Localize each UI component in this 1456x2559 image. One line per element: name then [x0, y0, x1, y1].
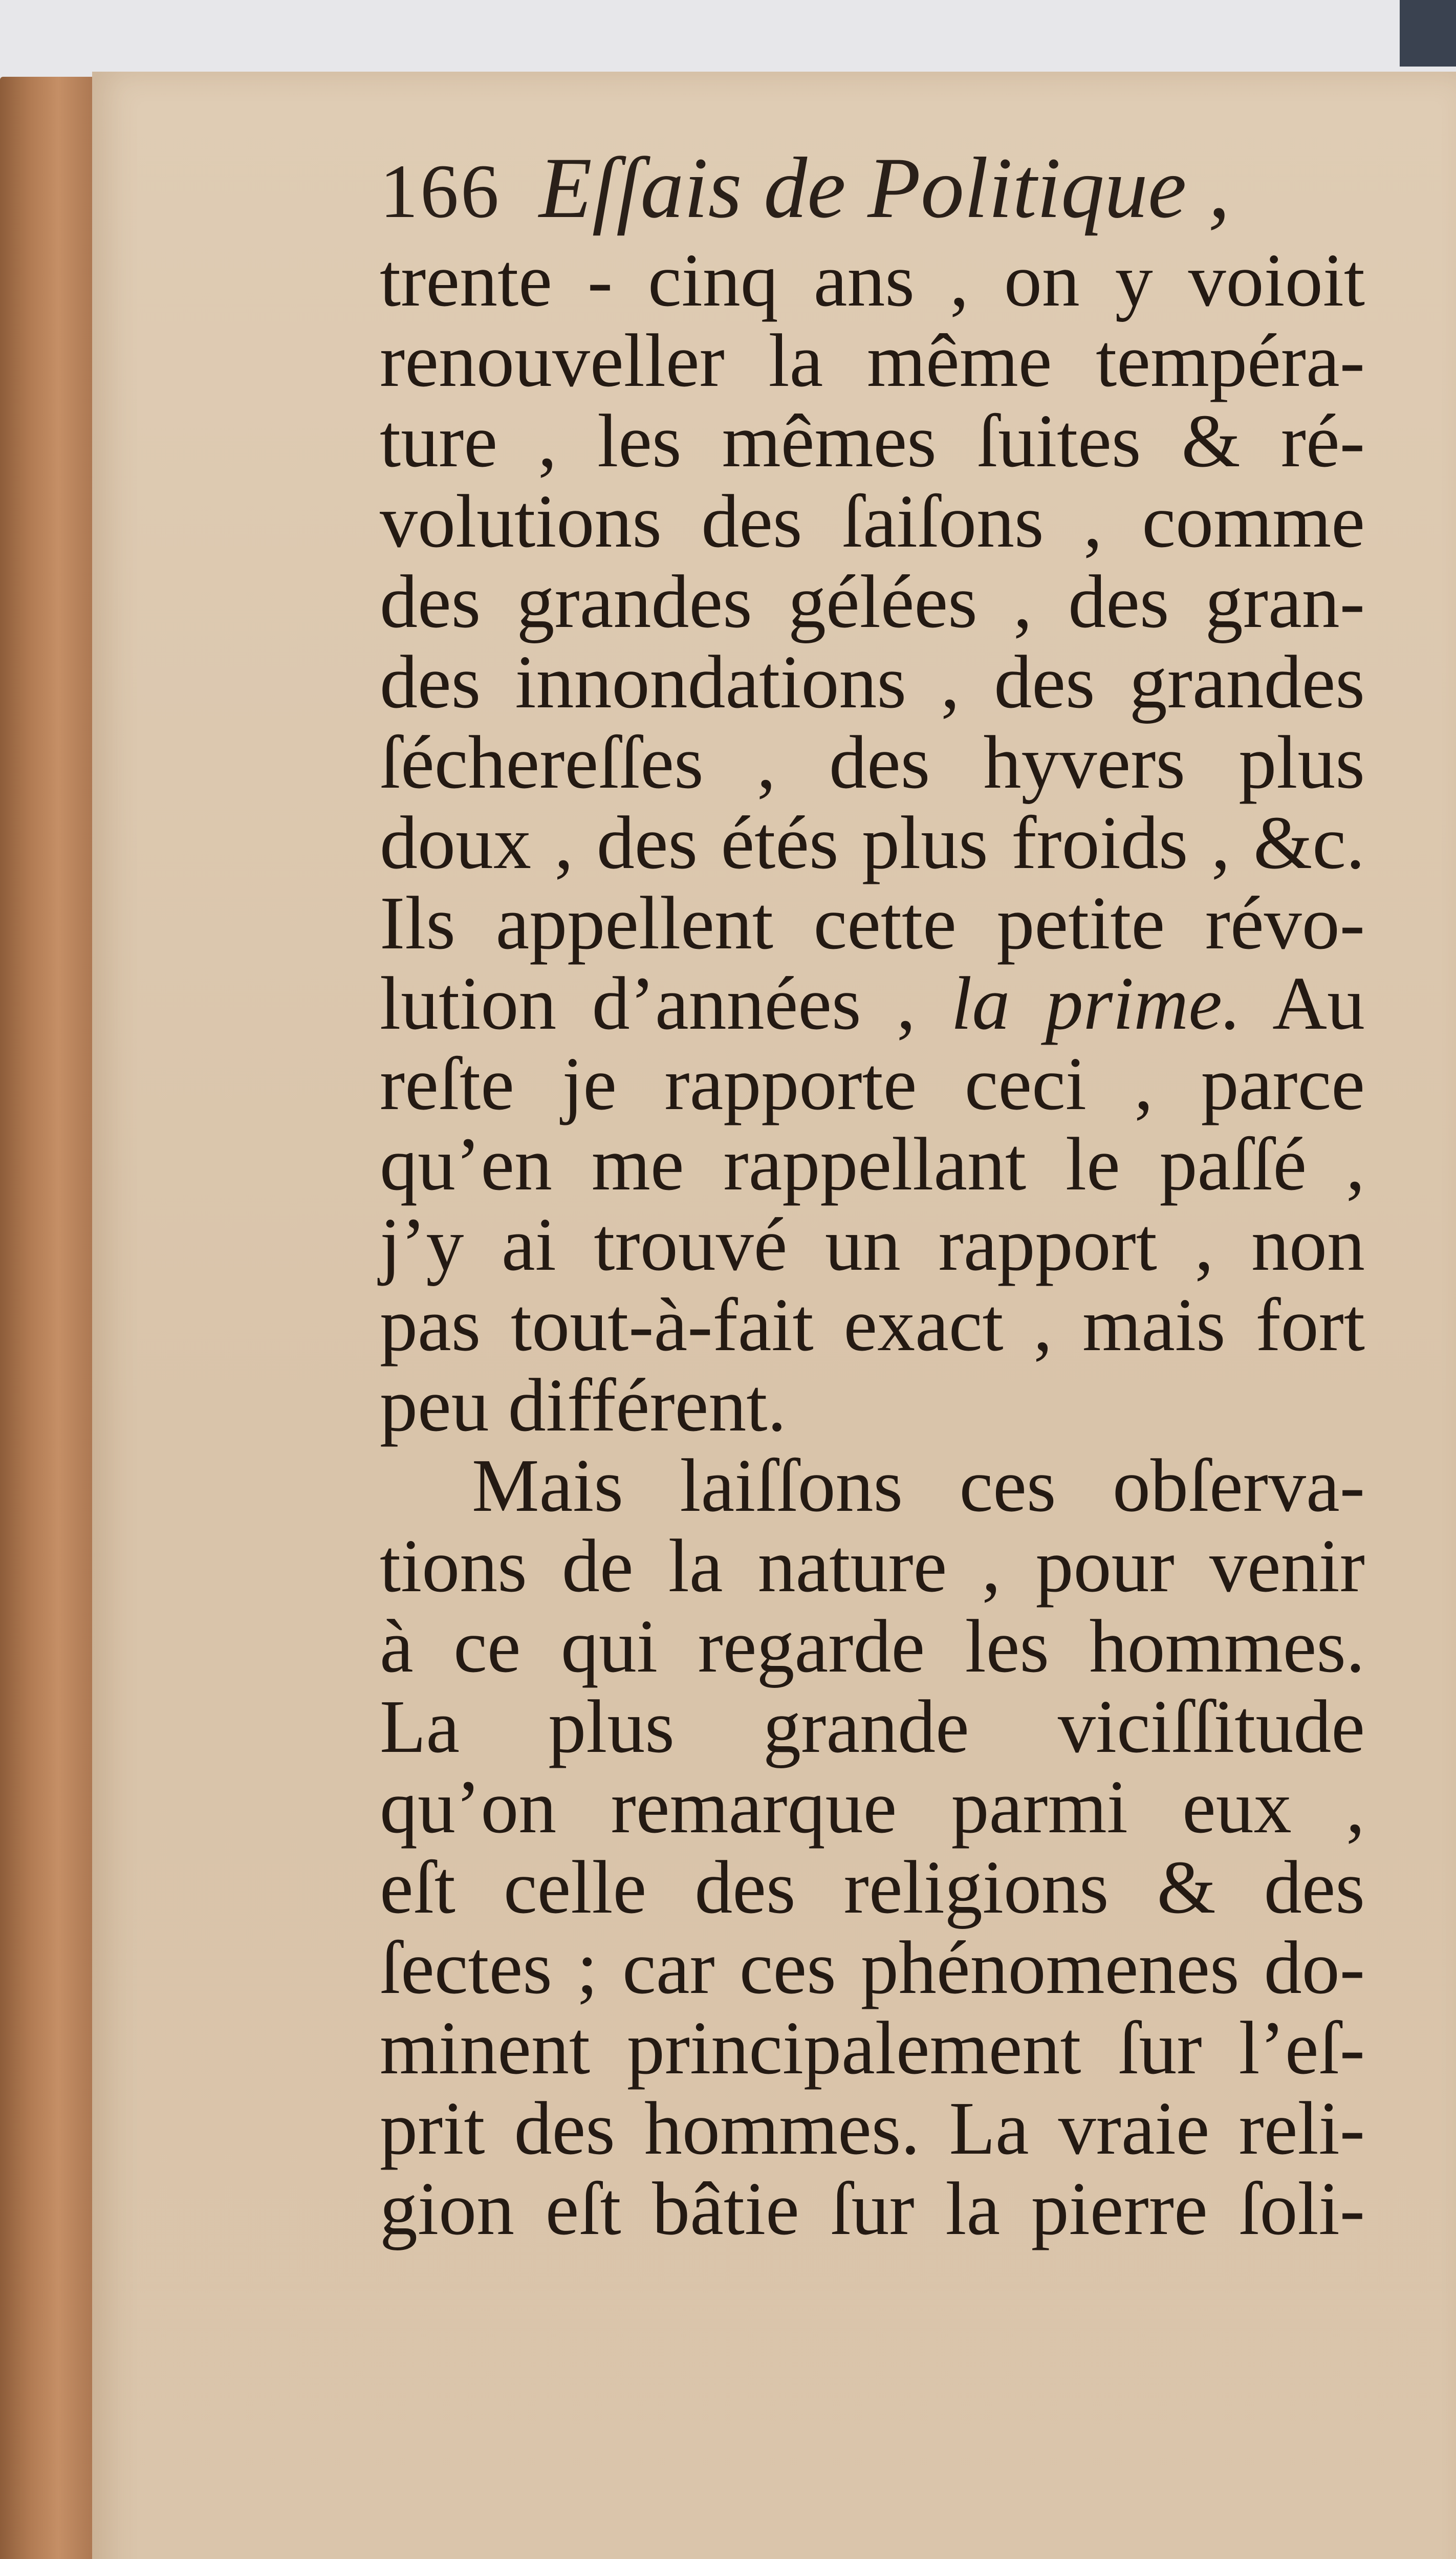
text-line: doux , des étés plus froids , &c.: [380, 801, 1365, 885]
background-edge-top: [1400, 0, 1456, 67]
text-line: trente - cinq ans , on y voioit: [380, 238, 1365, 322]
text-line: peu différent.: [380, 1363, 787, 1447]
text-line: ſectes ; car ces phénomenes do-: [380, 1926, 1365, 2010]
running-head: [380, 138, 1230, 238]
text-line: La plus grande viciſſitude: [380, 1685, 1365, 1769]
text-line: renouveller la même tempéra-: [380, 319, 1365, 403]
page-number: 166: [380, 149, 501, 234]
text-line: minent principalement ſur l’eſ-: [380, 2006, 1365, 2090]
page-block-edge: [0, 77, 97, 2559]
text-line: volutions des ſaiſons , comme: [380, 480, 1365, 563]
text-line: qu’en me rappellant le paſſé ,: [380, 1122, 1365, 1206]
text-line: des innondations , des grandes: [380, 640, 1365, 724]
text-segment: lution d’années ,: [380, 962, 916, 1046]
text-line: ſéchereſſes , des hyvers plus: [380, 721, 1365, 805]
text-line: tions de la nature , pour venir: [380, 1524, 1365, 1608]
text-line: ture , les mêmes ſuites & ré-: [380, 399, 1365, 483]
text-line-mixed: [380, 964, 1365, 1044]
text-line: Ils appellent cette petite révo-: [380, 881, 1365, 965]
text-line: des grandes gélées , des gran-: [380, 560, 1365, 644]
italic-term: la prime.: [951, 962, 1241, 1046]
text-line: j’y ai trouvé un rapport , non: [380, 1203, 1365, 1287]
text-line: qu’on remarque parmi eux ,: [380, 1765, 1365, 1849]
running-title: Eſſais de Politique ,: [539, 140, 1230, 236]
text-line: pas tout-à-fait exact , mais fort: [380, 1283, 1365, 1367]
text-line: reſte je rapporte ceci , parce: [380, 1042, 1365, 1126]
text-line: à ce qui regarde les hommes.: [380, 1604, 1365, 1688]
body-text: [380, 238, 1365, 2251]
text-line: gion eſt bâtie ſur la pierre ſoli-: [380, 2167, 1365, 2251]
text-line: eſt celle des religions & des: [380, 1846, 1365, 1929]
text-segment: Au: [1272, 962, 1365, 1046]
text-line: prit des hommes. La vraie reli-: [380, 2087, 1365, 2171]
text-line-indented: Mais laiſſons ces obſerva-: [472, 1444, 1365, 1528]
